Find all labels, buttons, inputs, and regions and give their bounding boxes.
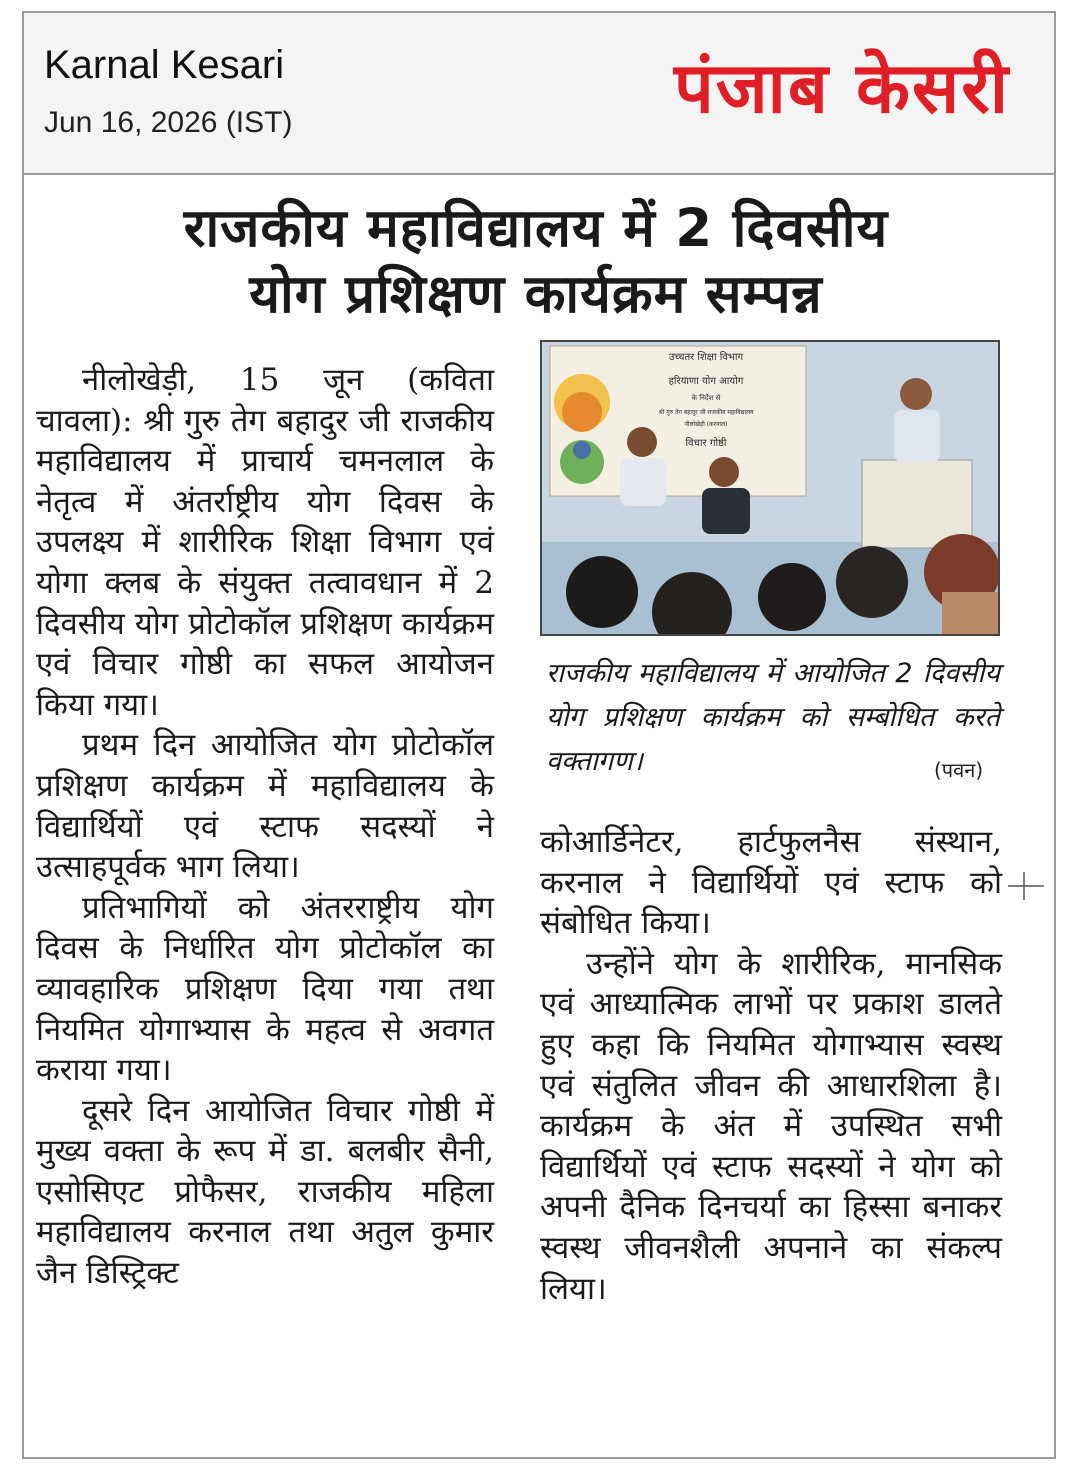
photo-banner-line: के निर्देश से <box>691 394 721 402</box>
article-paragraph: नीलोखेड़ी, 15 जून (कविता चावला): श्री गुरु तेग बहादुर जी राजकीय महाविद्यालय में प्राचार्य चमनलाल के नेतृत्व में अंतर्राष्ट्रीय योग दिवस के उपलक्ष्य में शारीरिक शिक्षा विभाग एवं योगा क्लब के संयुक्त तत्वावधान में 2 दिवसीय योग प्रोटोकॉल प्रशिक्षण कार्यक्रम एवं विचार गोष्ठी का सफल आयोजन किया गया। <box>36 362 494 723</box>
photo-banner-line: श्री गुरु तेग बहादुर जी राजकीय महाविद्यालय <box>658 409 754 416</box>
headline-line-2: योग प्रशिक्षण कार्यक्रम सम्पन्न <box>249 264 823 325</box>
article-paragraph: कोआर्डिनेटर, हार्टफुलनैस संस्थान, करनाल ने विद्यार्थियों एवं स्टाफ को संबोधित किया। <box>540 824 1002 942</box>
photo-banner-line: विचार गोष्ठी <box>685 438 727 449</box>
photo-caption: राजकीय महाविद्यालय में आयोजित 2 दिवसीय योग प्रशिक्षण कार्यक्रम को सम्बोधित करते वक्तागण। <box>546 658 1000 777</box>
event-photo-illustration <box>542 342 998 634</box>
publication-date: Jun 16, 2026 (IST) <box>44 106 293 139</box>
headline-line-1: राजकीय महाविद्यालय में 2 दिवसीय <box>183 198 889 259</box>
article-headline <box>36 196 1036 328</box>
photo-banner-line: हरियाणा योग आयोग <box>668 376 744 387</box>
clipping-header <box>24 13 1054 175</box>
photo-banner-line: उच्चतर शिक्षा विभाग <box>668 352 744 363</box>
edition-name: Karnal Kesari <box>44 43 285 87</box>
photo-banner-line: नीलोखेड़ी (करनाल) <box>684 421 728 428</box>
newspaper-logo: पंजाब केसरी <box>673 47 1010 129</box>
article-paragraph: दूसरे दिन आयोजित विचार गोष्ठी में मुख्य वक्ता के रूप में डा. बलबीर सैनी, एसोसिएट प्रोफैसर, राजकीय महिला महाविद्यालय करनाल तथा अतुल कुमार जैन डिस्ट्रिक्ट <box>36 1092 494 1292</box>
article-right-column <box>540 822 1002 1309</box>
photo-credit: (पवन) <box>934 758 984 782</box>
article-left-column <box>36 360 494 1294</box>
article-photo <box>540 340 1000 636</box>
crop-mark-icon <box>1008 872 1044 900</box>
article-paragraph: उन्होंने योग के शारीरिक, मानसिक एवं आध्यात्मिक लाभों पर प्रकाश डालते हुए कहा कि नियमित योगाभ्यास स्वस्थ एवं संतुलित जीवन की आधारशिला है। कार्यक्रम के अंत में उपस्थित सभी विद्यार्थियों एवं स्टाफ सदस्यों ने योग को अपनी दैनिक दिनचर्या का हिस्सा बनाकर स्वस्थ जीवनशैली अपनाने का संकल्प लिया। <box>540 945 1002 1307</box>
article-paragraph: प्रथम दिन आयोजित योग प्रोटोकॉल प्रशिक्षण कार्यक्रम में महाविद्यालय के विद्यार्थियों एवं स्टाफ सदस्यों ने उत्साहपूर्वक भाग लिया। <box>36 727 494 886</box>
article-paragraph: प्रतिभागियों को अंतरराष्ट्रीय योग दिवस के निर्धारित योग प्रोटोकॉल का व्यावहारिक प्रशिक्षण दिया गया तथा नियमित योगाभ्यास के महत्व से अवगत कराया गया। <box>36 889 494 1089</box>
